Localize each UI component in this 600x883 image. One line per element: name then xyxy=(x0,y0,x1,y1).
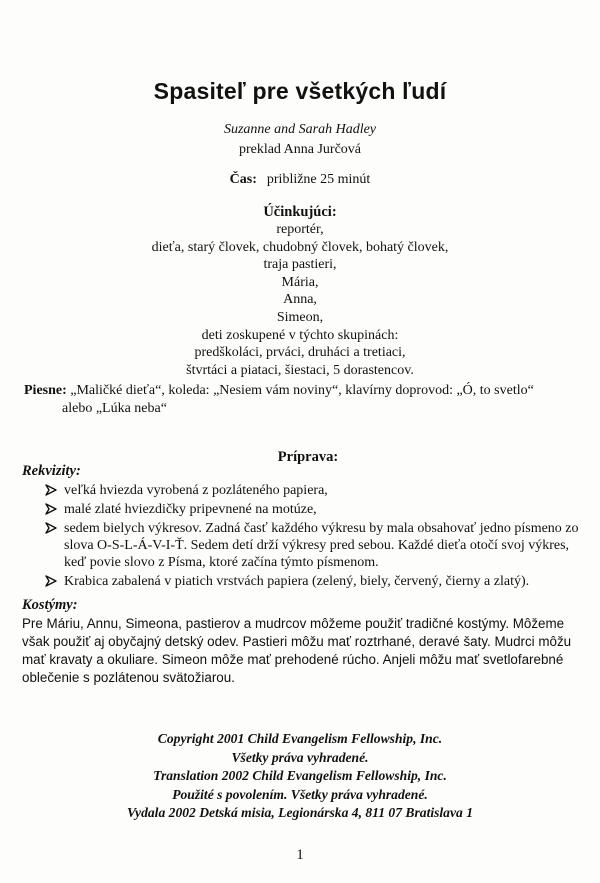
duration xyxy=(0,172,600,188)
cast-line: Mária, xyxy=(281,274,319,290)
songs-paragraph xyxy=(24,382,584,418)
page-number: 1 xyxy=(296,847,304,863)
props-heading: Rekvizity: xyxy=(22,463,81,479)
costumes-paragraph: Pre Máriu, Annu, Simeona, pastierov a mudrcov môžeme použiť tradičné kostýmy. Môžeme však použiť aj obyčajný detský odev. Pastieri môžu mať roztrhané, deravé šaty. Mudrci môžu mať kravaty a okuliare. Simeon môže mať prehodené rúcho. Anjeli môžu mať svetlofarebné oblečenie s pozlátenou svätožiarou. xyxy=(22,616,572,686)
cast-line: Simeon, xyxy=(276,309,324,325)
arrowhead-bullet-icon xyxy=(44,483,58,497)
arrowhead-bullet-icon xyxy=(44,574,58,588)
props-list xyxy=(44,482,590,592)
cast-list xyxy=(0,221,600,379)
costumes-heading: Kostýmy: xyxy=(22,597,78,613)
copyright-line: Vydala 2002 Detská misia, Legionárska 4, 811 07 Bratislava 1 xyxy=(126,805,474,821)
list-item xyxy=(44,501,590,518)
list-item xyxy=(44,573,590,590)
songs-line-1: „Maličké dieťa“, koleda: „Nesiem vám noviny“, klavírny doprovod: „Ó, to svetlo“ xyxy=(70,383,534,398)
cast-line: dieťa, starý človek, chudobný človek, bohatý človek, xyxy=(151,239,449,255)
cast-line: Anna, xyxy=(283,292,317,308)
list-item xyxy=(44,520,590,572)
prop-text: sedem bielych výkresov. Zadná časť každého výkresu by mala obsahovať jedno písmeno zo slova O-S-L-Á-V-I-Ť. Sedem detí drží výkresy pred sebou. Každé dieťa otočí svoj výkres, keď povie slovo z Písma, ktoré začína týmto písmenom. xyxy=(64,520,579,571)
translator: preklad Anna Jurčová xyxy=(238,142,362,157)
duration-label: Čas: xyxy=(229,172,257,187)
list-item xyxy=(44,482,590,499)
cast-line: predškoláci, prváci, druháci a tretiaci, xyxy=(194,345,406,361)
document-title: Spasiteľ pre všetkých ľudí xyxy=(153,78,447,104)
preparation-heading: Príprava: xyxy=(277,449,339,465)
copyright-line: Použité s povolením. Všetky práva vyhradené. xyxy=(172,786,428,802)
cast-heading: Účinkujúci: xyxy=(263,204,337,220)
arrowhead-bullet-icon xyxy=(44,502,58,516)
songs-label: Piesne: xyxy=(24,383,67,398)
prop-text: malé zlaté hviezdičky pripevnené na motúze, xyxy=(64,501,317,517)
copyright-block xyxy=(0,730,600,823)
copyright-line: Translation 2002 Child Evangelism Fellowship, Inc. xyxy=(153,768,447,784)
prop-text: veľká hviezda vyrobená z pozláteného papiera, xyxy=(64,483,328,498)
cast-line: traja pastieri, xyxy=(263,257,337,273)
cast-line: štvrtáci a piataci, šiestaci, 5 dorastencov. xyxy=(186,362,414,378)
cast-line: deti zoskupené v týchto skupinách: xyxy=(201,327,399,343)
duration-value: približne 25 minút xyxy=(266,172,371,187)
authors: Suzanne and Sarah Hadley xyxy=(223,122,377,137)
copyright-line: Všetky práva vyhradené. xyxy=(231,749,369,765)
cast-line: reportér, xyxy=(276,222,324,237)
prop-text: Krabica zabalená v piatich vrstvách papiera (zelený, biely, červený, čierny a zlatý). xyxy=(64,574,530,590)
copyright-line: Copyright 2001 Child Evangelism Fellowship, Inc. xyxy=(157,731,443,746)
arrowhead-bullet-icon xyxy=(44,521,58,535)
songs-line-2: alebo „Lúka neba“ xyxy=(62,401,167,416)
